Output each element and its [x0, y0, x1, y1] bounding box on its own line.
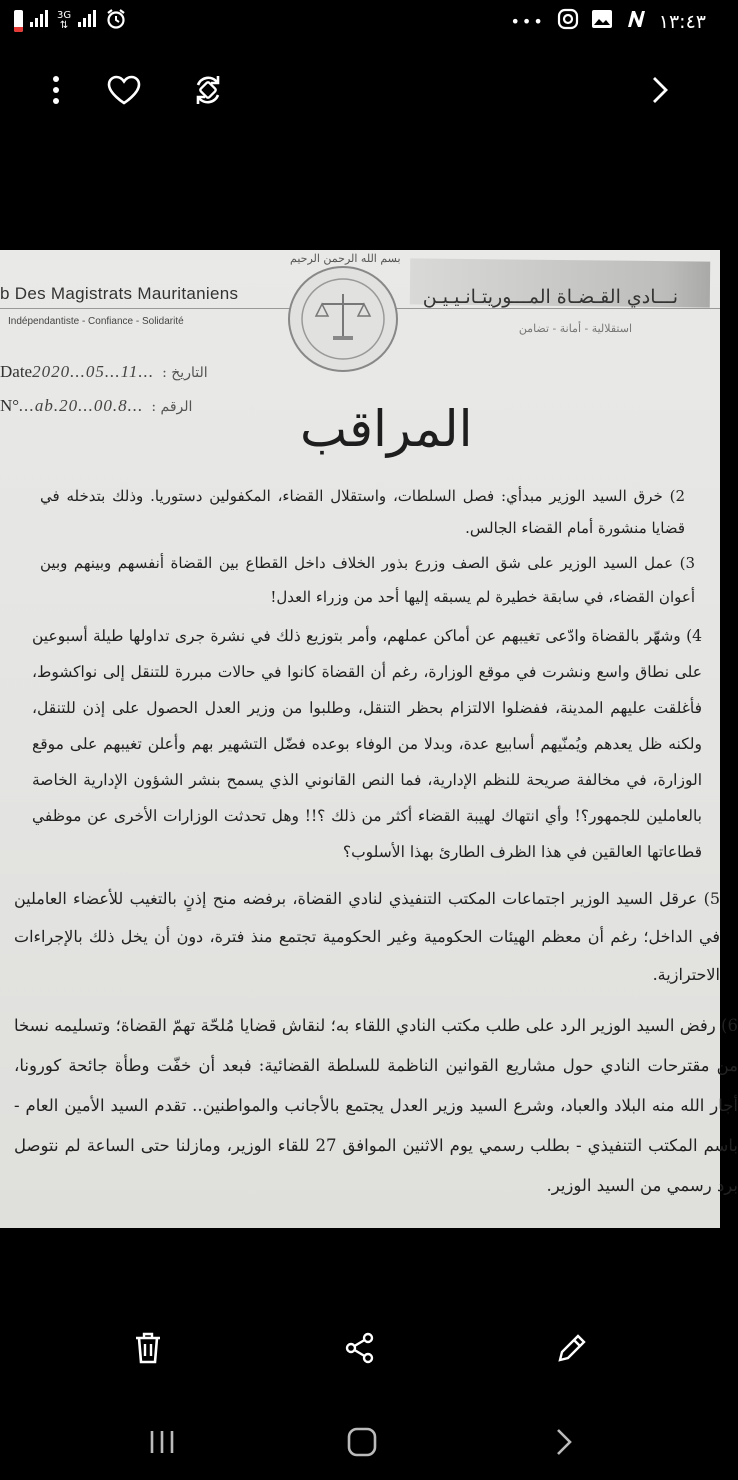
more-notifications: ••• [510, 12, 545, 31]
back-icon[interactable] [542, 1420, 586, 1464]
date-label-ar: : التاريخ [162, 365, 208, 381]
number-label-fr: N° [0, 396, 20, 415]
signal-icon-2 [77, 10, 99, 32]
status-left [14, 8, 127, 34]
instagram-icon [557, 8, 579, 35]
number-line [0, 396, 192, 416]
signal-icon [29, 10, 51, 32]
date-line [0, 362, 208, 382]
paragraph-6: 6) رفض السيد الوزير الرد على طلب مكتب النادي اللقاء به؛ لنقاش قضايا مُلحّة تهمّ القضاة؛ وتسليمه نسخا من مقترحات النادي حول مشاريع القوانين الناظمة للسلطة القضائية: فبعد أن خفّت وطأة جائحة كورونا، أجار الله منه البلاد والعباد، وشرع السيد وزير العدل يجتمع بالأجانب والمواطنين.. تقدم السيد الأمين العام - باسم المكتب التنفيذي - بطلب رسمي يوم الاثنين الموافق 27 للقاء الوزير، ومازلنا حتى الساعة لم نتوصل برد رسمي من السيد الوزير. [14, 1016, 738, 1195]
club-name-fr: b Des Magistrats Mauritaniens [0, 284, 239, 303]
battery-icon [14, 10, 23, 32]
paragraph-2: 2) خرق السيد الوزير مبدأي: فصل السلطات، واستقلال القضاء، المكفولين دستوريا. وذلك بتدخله في قضايا منشورة أمام القضاء الجالس. [40, 487, 685, 537]
document-photo[interactable] [0, 250, 738, 1228]
paragraph-3: 3) عمل السيد الوزير على شق الصف وزرع بذور الخلاف داخل القطاع بين القضاة أنفسهم وبينهم وبين أعوان القضاء، في سابقة خطيرة لم يسبقه إليها أحد من وزراء العدل! [40, 554, 695, 606]
n-icon [625, 9, 647, 34]
paragraph-5: 5) عرقل السيد الوزير اجتماعات المكتب التنفيذي لنادي القضاة، برفضه منح إذنٍ بالتغيب للأعضاء العاملين في الداخل؛ رغم أن معظم الهيئات الحكومية وغير الحكومية تجتمع منذ فترة، دون أن يخل ذلك بالإجراءات الاحترازية. [14, 889, 720, 984]
motto-fr: Indépendantiste - Confiance - Solidarité [8, 316, 184, 327]
rotate-icon[interactable] [188, 70, 228, 110]
clock: ١٣:٤٣ [658, 10, 706, 33]
basmala: بسم الله الرحمن الرحيم [290, 252, 401, 265]
status-bar [0, 0, 720, 44]
club-seal [286, 264, 400, 374]
viewer-toolbar [0, 58, 720, 122]
network-type: 3G ⇅ [57, 10, 72, 31]
alarm-icon [105, 8, 127, 34]
heart-icon[interactable] [104, 70, 144, 110]
number-label-ar: : الرقم [151, 399, 193, 415]
paragraph-4: 4) وشهّر بالقضاة وادّعى تغيبهم عن أماكن عملهم، وأمر بتوزيع ذلك في نشرة جرى تداولها طيلة أسبوعين على نطاق واسع ونشرت في موقع الوزارة، رغم أن القضاة كانوا في حالات مبررة للتنقل إلى نواكشوط، فأغلقت عليهم المدينة، ففضلوا الالتزام بحظر التنقل، وطلبوا من وزير العدل الحصول على إذن للتنقل، ولكنه ظل يعدهم ويُمنّيهم أسابيع عدة، وبدلا من الوفاء بوعده فضّل التشهير بهم وأعلن تغيبهم على موقع الوزارة، في مخالفة صريحة للنظم الإدارية، فما النص القانوني الذي يسمح بنشر الشؤون الإدارية الخاصة بالعاملين للجمهور؟! وأي انتهاك لهيبة القضاء أكثر من ذلك ؟!! وهل تحدثت الوزارات الأخرى عن موظفي قطاعاتها العالقين في هذا الظرف الطارئ بهذا الأسلوب؟ [32, 627, 702, 861]
number-value: ...ab.20...00.8... [19, 396, 144, 415]
system-nav-bar [0, 1412, 720, 1470]
date-label-fr: Date [0, 362, 33, 381]
date-value: 2020...05...11... [32, 362, 155, 381]
club-name-ar: نـــادي القـضـاة المـــوريتـانـيـيـن [422, 286, 678, 308]
motto-ar: استقلالية - أمانة - تضامن [518, 322, 632, 335]
home-icon[interactable] [340, 1420, 384, 1464]
edit-icon[interactable] [552, 1328, 592, 1368]
gallery-icon [591, 9, 613, 34]
status-right [510, 8, 706, 35]
more-vert-icon[interactable] [36, 70, 76, 110]
chevron-right-icon[interactable] [640, 70, 680, 110]
delete-icon[interactable] [128, 1328, 168, 1368]
bottom-toolbar [0, 1318, 720, 1378]
document-title: المراقب [300, 400, 473, 458]
recent-apps-icon[interactable] [140, 1420, 184, 1464]
share-icon[interactable] [340, 1328, 380, 1368]
